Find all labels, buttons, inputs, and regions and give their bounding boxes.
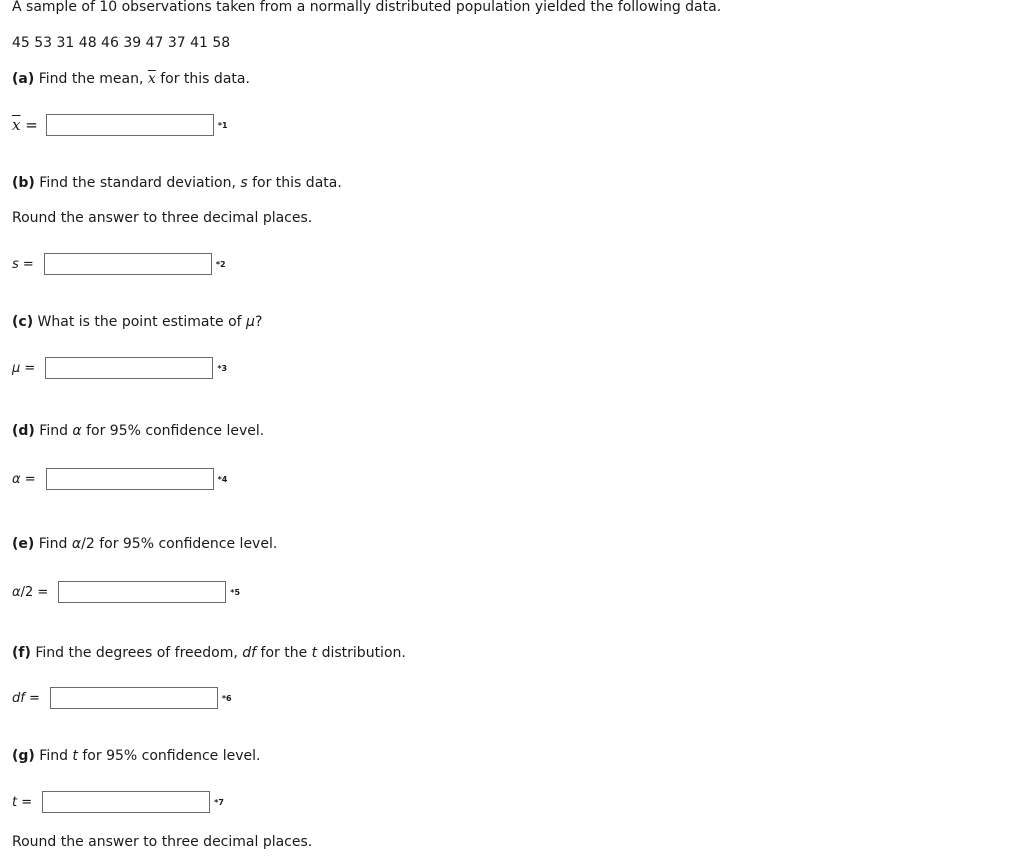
xbar-var-symbol: $\overline{x}$ [12,116,21,134]
alpha-half-input[interactable] [58,581,226,603]
question-g: (g) Find t for 95% confidence level. [12,748,261,764]
mu-var-label: μ = [12,360,36,376]
df-symbol: df [242,645,257,661]
answer-row-d [12,468,227,490]
rounding-note-b: Round the answer to three decimal places. [12,210,313,226]
answer-row-e [12,581,240,603]
question-d: (d) Find α for 95% confidence level. [12,423,265,439]
mean-input[interactable] [46,114,214,136]
tag-7: *7 [214,797,224,807]
tag-5: *5 [230,587,241,597]
s-var-label: s = [12,256,34,272]
question-g-label: (g) [12,748,35,764]
t-symbol: t [311,645,318,661]
problem-intro: A sample of 10 observations taken from a normally distributed population yielded the following data. [12,0,722,15]
tag-6: *6 [221,693,232,703]
data-values: 45 53 31 48 46 39 47 37 41 58 [12,35,231,51]
std-dev-input[interactable] [44,253,212,275]
t-var-label: t = [12,794,33,810]
mu-symbol: μ [246,314,255,330]
xbar-symbol: $\overline{x}$ [147,71,156,87]
alpha-half-symbol: α [71,536,82,552]
tag-3: *3 [217,363,228,373]
alpha-half-var-label: α/2 = [12,584,49,600]
question-a-text: Find the mean, [34,71,148,87]
question-b-label: (b) [12,175,35,191]
t-value-symbol: t [72,748,78,764]
answer-row-a [12,114,228,136]
question-d-label: (d) [12,423,35,439]
question-a [12,70,250,88]
question-f: (f) Find the degrees of freedom, df for the t distribution. [12,645,406,661]
tag-4: *4 [217,474,228,484]
alpha-var-label: α = [12,471,36,487]
question-c-label: (c) [12,314,34,330]
answer-row-g [12,791,224,813]
answer-row-f [12,687,232,709]
question-a-text-after: for this data. [155,71,250,87]
df-var-label: df = [12,690,40,706]
alpha-symbol: α [72,423,82,439]
s-symbol: s [240,175,248,191]
question-e: (e) Find α/2 for 95% confidence level. [12,536,278,552]
rounding-note-footer: Round the answer to three decimal places. [12,834,313,850]
question-a-label: (a) [12,71,35,87]
question-b: (b) Find the standard deviation, s for this data. [12,175,342,191]
tag-1: *1 [217,120,228,130]
question-f-label: (f) [12,645,31,661]
answer-row-b [12,253,226,275]
alpha-input[interactable] [46,468,214,490]
question-c: (c) What is the point estimate of μ? [12,314,263,330]
xbar-var-label: $\overline{x}$ = [12,116,38,134]
t-value-input[interactable] [42,791,210,813]
point-estimate-input[interactable] [45,357,213,379]
tag-2: *2 [215,259,226,269]
answer-row-c [12,357,227,379]
degrees-of-freedom-input[interactable] [50,687,218,709]
question-e-label: (e) [12,536,35,552]
